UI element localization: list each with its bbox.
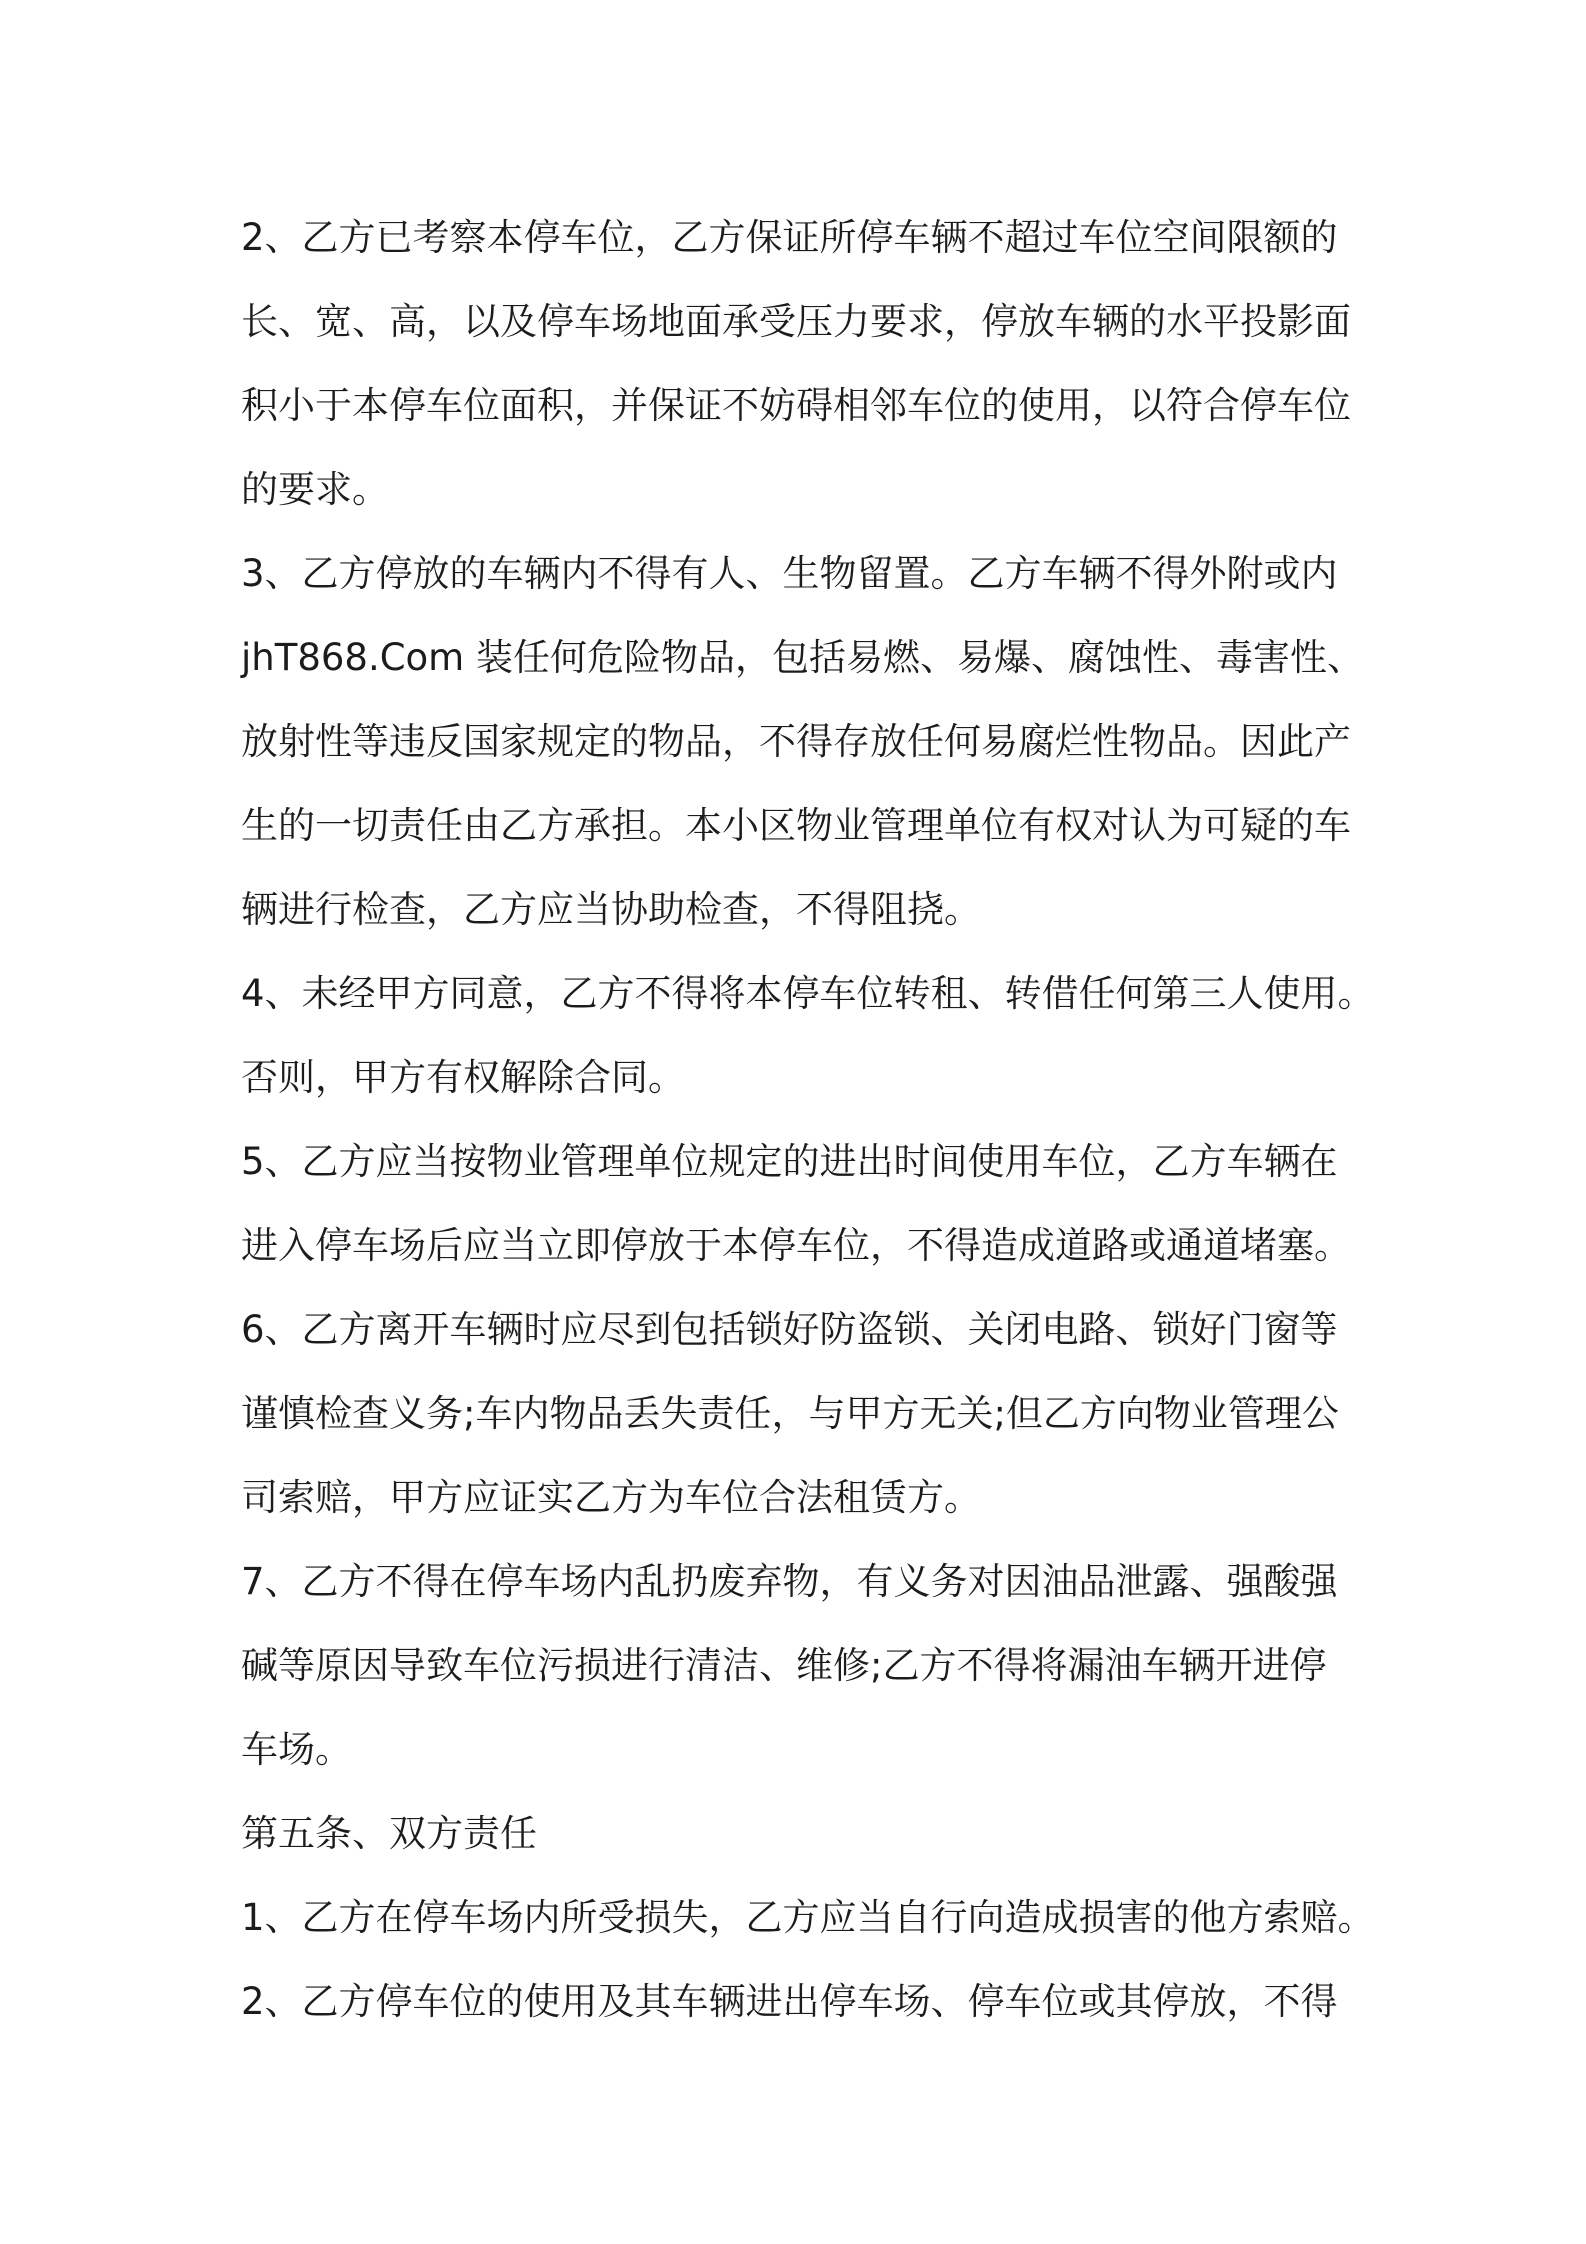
text-line: 长、宽、高，以及停车场地面承受压力要求，停放车辆的水平投影面: [241, 300, 1351, 343]
text-line: 辆进行检查，乙方应当协助检查，不得阻挠。: [241, 888, 981, 931]
text-line: 司索赔，甲方应证实乙方为车位合法租赁方。: [241, 1476, 981, 1519]
section-heading: 第五条、双方责任: [241, 1812, 537, 1855]
text-line: 的要求。: [241, 468, 389, 511]
text-line: 2、乙方停车位的使用及其车辆进出停车场、停车位或其停放，不得: [241, 1980, 1338, 2023]
text-line: 2、乙方已考察本停车位，乙方保证所停车辆不超过车位空间限额的: [241, 216, 1338, 259]
text-line: 放射性等违反国家规定的物品，不得存放任何易腐烂性物品。因此产: [241, 720, 1351, 763]
text-line: 谨慎检查义务;车内物品丢失责任，与甲方无关;但乙方向物业管理公: [241, 1392, 1339, 1435]
text-line: 1、乙方在停车场内所受损失，乙方应当自行向造成损害的他方索赔。: [241, 1896, 1375, 1939]
text-line: 7、乙方不得在停车场内乱扔废弃物，有义务对因油品泄露、强酸强: [241, 1560, 1338, 1603]
text-line: 5、乙方应当按物业管理单位规定的进出时间使用车位，乙方车辆在: [241, 1140, 1338, 1183]
document-body: [241, 196, 1375, 2044]
text-line: 6、乙方离开车辆时应尽到包括锁好防盗锁、关闭电路、锁好门窗等: [241, 1308, 1338, 1351]
text-line: 3、乙方停放的车辆内不得有人、生物留置。乙方车辆不得外附或内: [241, 552, 1338, 595]
text-line: 进入停车场后应当立即停放于本停车位，不得造成道路或通道堵塞。: [241, 1224, 1351, 1267]
text-line: 否则，甲方有权解除合同。: [241, 1056, 685, 1099]
text-line: 4、未经甲方同意，乙方不得将本停车位转租、转借任何第三人使用。: [241, 972, 1375, 1015]
text-line: jhT868.Com 装任何危险物品，包括易燃、易爆、腐蚀性、毒害性、: [241, 636, 1364, 679]
text-line: 碱等原因导致车位污损进行清洁、维修;乙方不得将漏油车辆开进停: [241, 1644, 1327, 1687]
text-line: 积小于本停车位面积，并保证不妨碍相邻车位的使用，以符合停车位: [241, 384, 1351, 427]
text-line: 车场。: [241, 1728, 352, 1771]
text-line: 生的一切责任由乙方承担。本小区物业管理单位有权对认为可疑的车: [241, 804, 1351, 847]
